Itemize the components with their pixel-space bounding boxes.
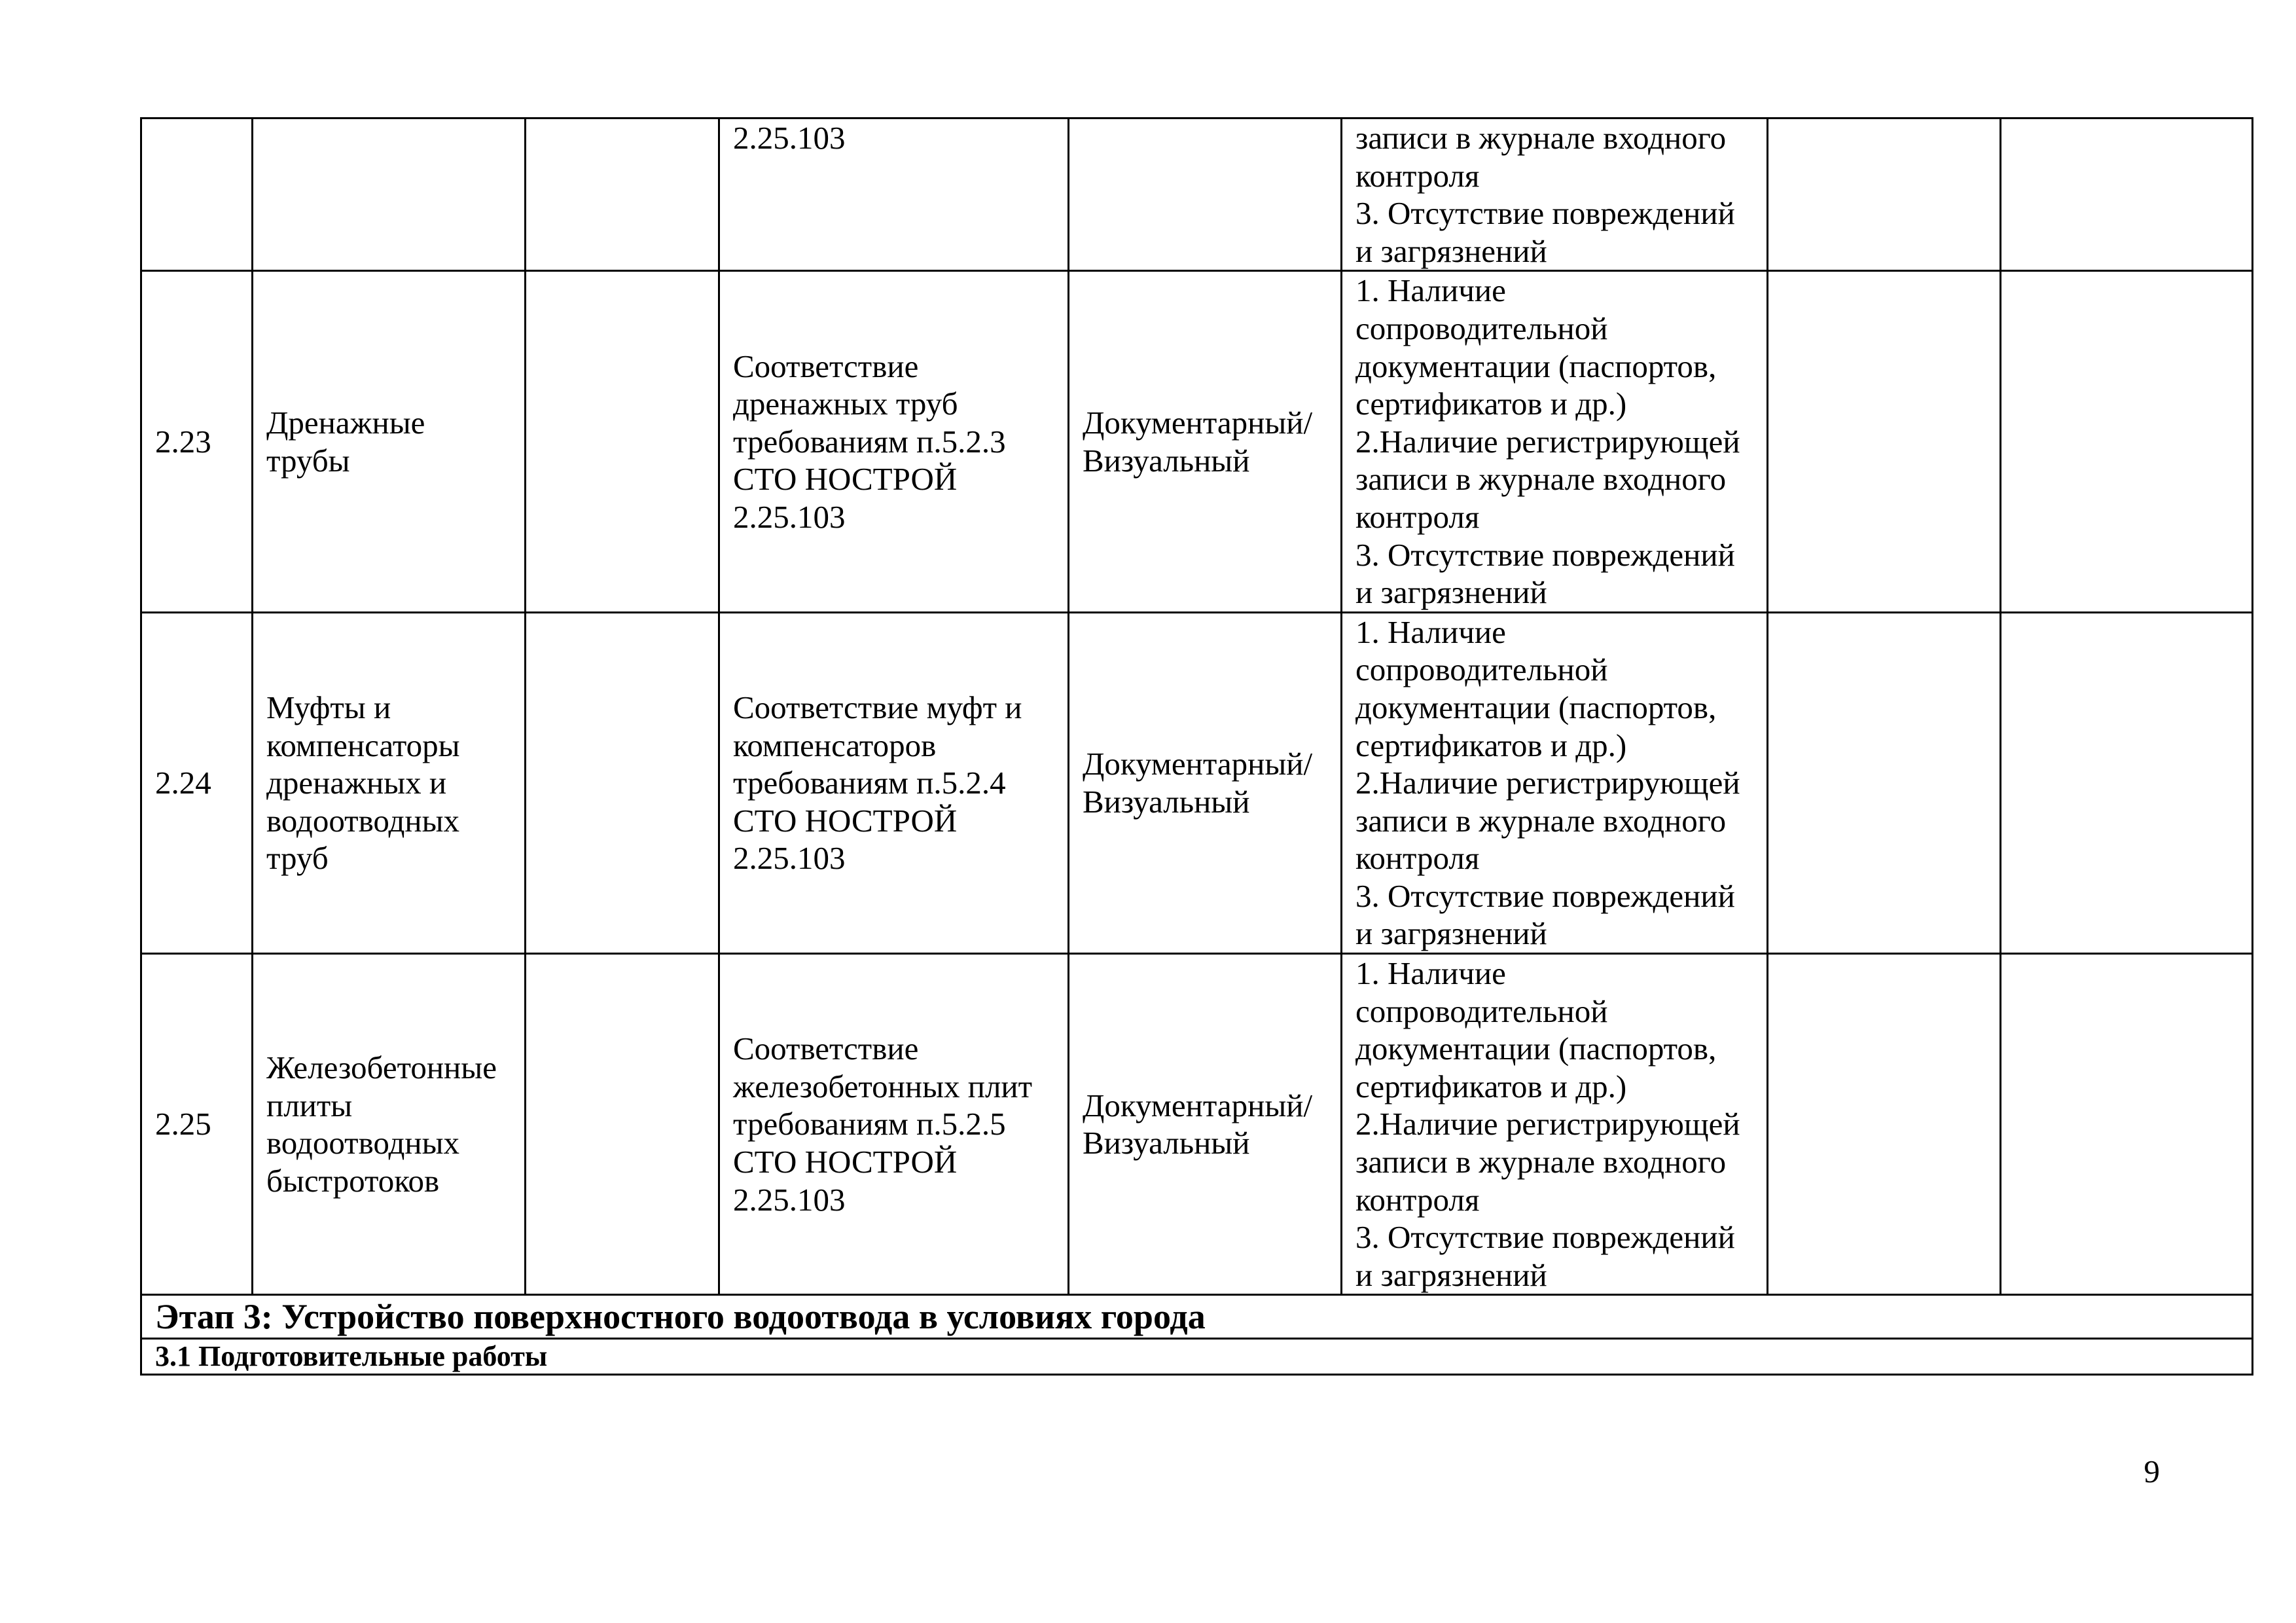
cell-method — [1069, 119, 1342, 271]
check-line: и загрязнений — [1355, 232, 1547, 269]
check-line: записи в журнале входного — [1355, 120, 1727, 156]
method-line: Документарный/ — [1083, 1087, 1313, 1123]
check-line: сопроводительной — [1355, 651, 1608, 688]
check-line: документации (паспортов, — [1355, 689, 1717, 725]
check-line: и загрязнений — [1355, 915, 1547, 952]
check-line: 1. Наличие — [1355, 955, 1506, 992]
check-line: 2.Наличие регистрирующей — [1355, 765, 1740, 801]
requirement-line: требованиям п.5.2.5 — [733, 1106, 1006, 1142]
cell-name — [253, 612, 526, 953]
name-line: трубы — [266, 442, 350, 479]
row-number: 2.23 — [155, 423, 211, 460]
cell-empty-7 — [1768, 954, 2001, 1295]
check-line: сертификатов и др.) — [1355, 1068, 1627, 1104]
requirement-line: Соответствие — [733, 1030, 919, 1067]
check-line: записи в журнале входного — [1355, 461, 1727, 498]
cell-requirement — [719, 119, 1069, 271]
cell-empty-8 — [2001, 271, 2253, 612]
check-line: 2.Наличие регистрирующей — [1355, 423, 1740, 460]
cell-method — [1069, 954, 1342, 1295]
name-line: Железобетонные — [266, 1049, 497, 1086]
check-line: и загрязнений — [1355, 1256, 1547, 1293]
name-line: быстротоков — [266, 1162, 440, 1199]
cell-check — [1342, 612, 1768, 953]
name-line: компенсаторы — [266, 727, 460, 763]
name-line: дренажных и — [266, 765, 447, 801]
requirement-line: СТО НОСТРОЙ — [733, 1144, 958, 1180]
cell-empty-8 — [2001, 612, 2253, 953]
requirement-line: компенсаторов — [733, 727, 937, 763]
row-number: 2.25 — [155, 1106, 211, 1142]
check-line: сопроводительной — [1355, 993, 1608, 1029]
check-line: 3. Отсутствие повреждений — [1355, 877, 1735, 914]
check-line: 1. Наличие — [1355, 272, 1506, 309]
cell-method — [1069, 612, 1342, 953]
cell-empty-8 — [2001, 954, 2253, 1295]
method-line: Визуальный — [1083, 442, 1250, 479]
row-number: 2.24 — [155, 765, 211, 801]
cell-num — [141, 612, 253, 953]
cell-name — [253, 271, 526, 612]
check-line: 2.Наличие регистрирующей — [1355, 1106, 1740, 1142]
requirement-line: 2.25.103 — [733, 840, 846, 877]
cell-check — [1342, 954, 1768, 1295]
requirement-line: 2.25.103 — [733, 498, 846, 535]
table-row — [141, 954, 2253, 1295]
requirement-line: СТО НОСТРОЙ — [733, 802, 958, 839]
check-line: контроля — [1355, 840, 1480, 877]
check-line: 3. Отсутствие повреждений — [1355, 195, 1735, 232]
cell-method — [1069, 271, 1342, 612]
stage-heading: Этап 3: Устройство поверхностного водоотвода в условиях города — [141, 1295, 2253, 1339]
cell-check — [1342, 119, 1768, 271]
cell-empty-7 — [1768, 119, 2001, 271]
table-row — [141, 612, 2253, 953]
check-line: записи в журнале входного — [1355, 802, 1727, 839]
name-line: труб — [266, 840, 329, 877]
cell-requirement — [719, 954, 1069, 1295]
cell-num — [141, 954, 253, 1295]
name-line: Дренажные — [266, 404, 425, 441]
name-line: плиты — [266, 1087, 353, 1123]
cell-requirement — [719, 271, 1069, 612]
check-line: документации (паспортов, — [1355, 1030, 1717, 1067]
subsection-heading-row — [141, 1339, 2253, 1375]
name-line: водоотводных — [266, 802, 460, 839]
requirement-line: 2.25.103 — [733, 1181, 846, 1218]
inspection-table — [140, 117, 2253, 1376]
requirement-text: 2.25.103 — [733, 120, 846, 156]
cell-empty-3 — [526, 612, 719, 953]
cell-name — [253, 954, 526, 1295]
method-line: Визуальный — [1083, 1125, 1250, 1161]
table-row-continuation — [141, 119, 2253, 271]
cell-requirement — [719, 612, 1069, 953]
check-line: сертификатов и др.) — [1355, 386, 1627, 422]
subsection-heading: 3.1 Подготовительные работы — [141, 1339, 2253, 1375]
cell-num — [141, 271, 253, 612]
page-number: 9 — [2144, 1453, 2160, 1489]
check-line: записи в журнале входного — [1355, 1144, 1727, 1180]
check-line: 3. Отсутствие повреждений — [1355, 1219, 1735, 1256]
check-line: сопроводительной — [1355, 310, 1608, 346]
name-line: Муфты и — [266, 689, 391, 725]
requirement-line: СТО НОСТРОЙ — [733, 461, 958, 498]
cell-check — [1342, 271, 1768, 612]
requirement-line: Соответствие — [733, 348, 919, 384]
table-row — [141, 271, 2253, 612]
requirement-line: дренажных труб — [733, 386, 958, 422]
name-line: водоотводных — [266, 1125, 460, 1161]
cell-empty-7 — [1768, 271, 2001, 612]
requirement-line: требованиям п.5.2.4 — [733, 765, 1006, 801]
check-line: документации (паспортов, — [1355, 348, 1717, 384]
method-line: Документарный/ — [1083, 404, 1313, 441]
check-line: контроля — [1355, 157, 1480, 194]
requirement-line: требованиям п.5.2.3 — [733, 423, 1006, 460]
cell-empty-3 — [526, 119, 719, 271]
method-line: Документарный/ — [1083, 746, 1313, 782]
cell-name — [253, 119, 526, 271]
check-line: контроля — [1355, 1181, 1480, 1218]
requirement-line: Соответствие муфт и — [733, 689, 1022, 725]
check-line: 1. Наличие — [1355, 613, 1506, 650]
stage-heading-row — [141, 1295, 2253, 1339]
cell-empty-3 — [526, 954, 719, 1295]
cell-empty-8 — [2001, 119, 2253, 271]
cell-num — [141, 119, 253, 271]
method-line: Визуальный — [1083, 783, 1250, 820]
cell-empty-3 — [526, 271, 719, 612]
check-line: сертификатов и др.) — [1355, 727, 1627, 763]
check-line: 3. Отсутствие повреждений — [1355, 536, 1735, 573]
requirement-line: железобетонных плит — [733, 1068, 1033, 1104]
cell-empty-7 — [1768, 612, 2001, 953]
check-line: контроля — [1355, 498, 1480, 535]
check-line: и загрязнений — [1355, 574, 1547, 611]
